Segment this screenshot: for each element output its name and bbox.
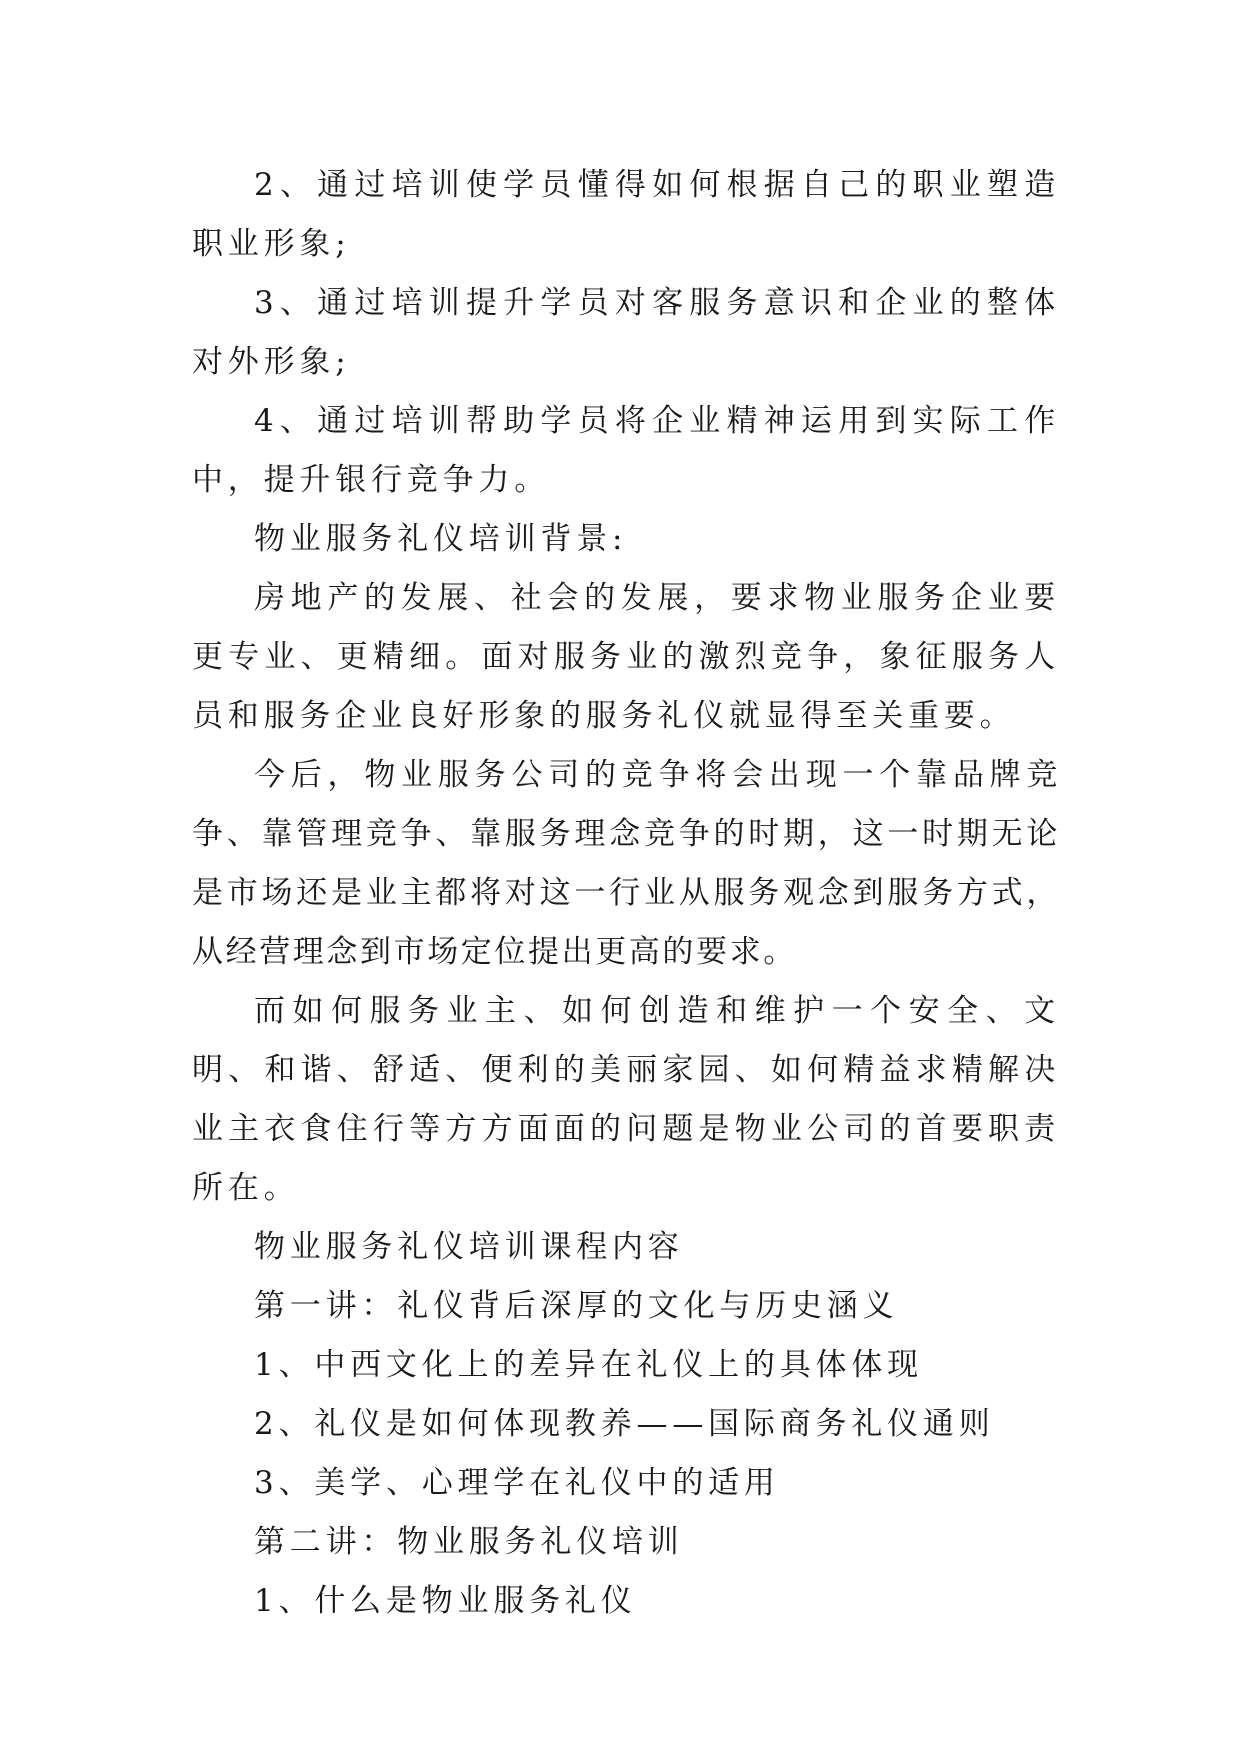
- paragraph-goal-3: 3、通过培训提升学员对客服务意识和企业的整体对外形象;: [192, 285, 1060, 380]
- lecture-1-item-2: 2、礼仪是如何体现教养——国际商务礼仪通则: [254, 1406, 995, 1442]
- lecture-2-item-1: 1、什么是物业服务礼仪: [254, 1583, 637, 1619]
- paragraph-goal-2: 2、通过培训使学员懂得如何根据自己的职业塑造职业形象;: [192, 167, 1060, 262]
- paragraph-background-3: 而如何服务业主、如何创造和维护一个安全、文明、和谐、舒适、便利的美丽家园、如何精益求精解决业主衣食住行等方方面面的问题是物业公司的首要职责所在。: [192, 993, 1060, 1206]
- document-body: [192, 156, 1060, 1631]
- section-heading-course-content: 物业服务礼仪培训课程内容: [254, 1229, 684, 1265]
- paragraph-background-2: 今后，物业服务公司的竞争将会出现一个靠品牌竞争、靠管理竞争、靠服务理念竞争的时期，这一时期无论是市场还是业主都将对这一行业从服务观念到服务方式，从经营理念到市场定位提出更高的要求。: [192, 757, 1060, 970]
- paragraph-background-1: 房地产的发展、社会的发展，要求物业服务企业要更专业、更精细。面对服务业的激烈竞争，象征服务人员和服务企业良好形象的服务礼仪就显得至关重要。: [192, 580, 1060, 734]
- lecture-2-heading: 第二讲：物业服务礼仪培训: [254, 1524, 684, 1560]
- paragraph-goal-4: 4、通过培训帮助学员将企业精神运用到实际工作中，提升银行竞争力。: [192, 403, 1060, 498]
- lecture-1-item-1: 1、中西文化上的差异在礼仪上的具体体现: [254, 1347, 923, 1383]
- lecture-1-heading: 第一讲：礼仪背后深厚的文化与历史涵义: [254, 1288, 899, 1324]
- lecture-1-item-3: 3、美学、心理学在礼仪中的适用: [254, 1465, 780, 1501]
- section-heading-background: 物业服务礼仪培训背景:: [254, 521, 628, 557]
